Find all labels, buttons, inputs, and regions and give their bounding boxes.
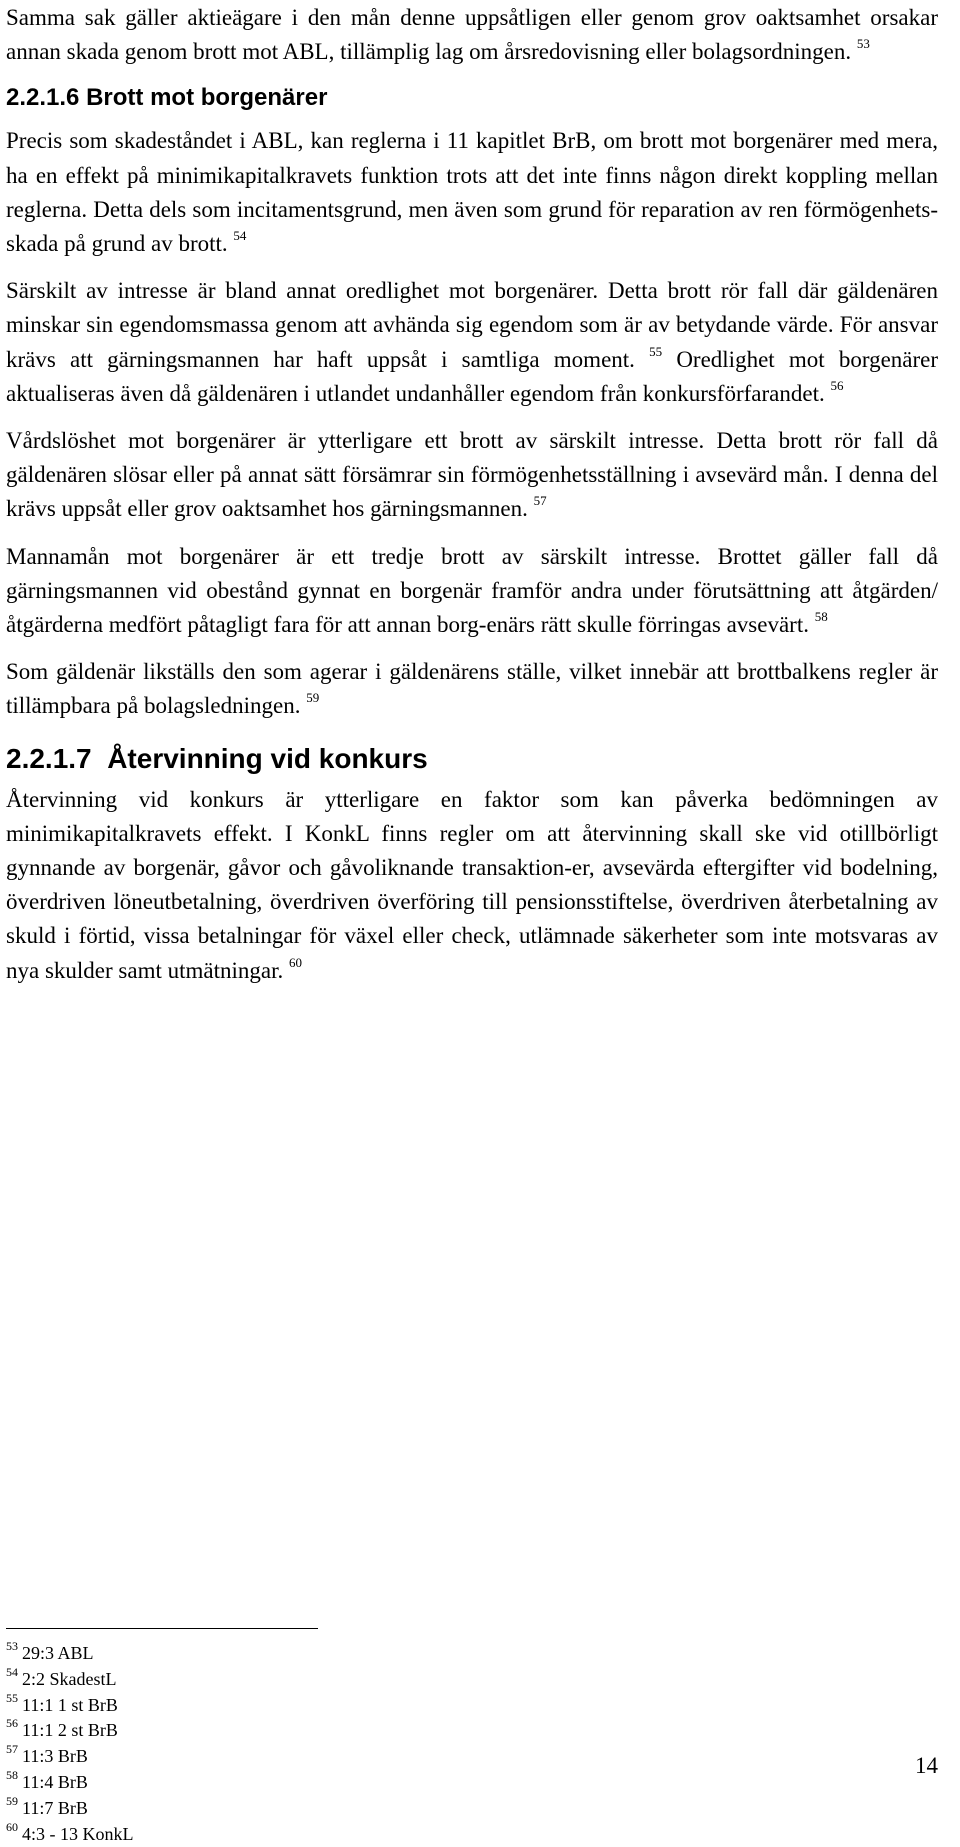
paragraph-oredlighet [6,274,938,411]
footnote-ref-60[interactable]: 60 [288,954,302,970]
footnote-text: 2:2 SkadestL [22,1668,117,1689]
section-title: Brott mot borgenärer [86,84,328,112]
paragraph-vardsloshet [6,424,938,527]
paragraph-text: Vårdslöshet mot borgenärer är ytterligare ett brott av särskilt intresse. Detta brott rör fall då gäldenären slösar eller på annat sätt försämrar sin förmögenhetsställning i avsevärd mån. I denna del krävs uppsåt eller grov oaktsamhet hos gärningsmannen. [6,428,938,522]
section-heading-2-2-1-7 [6,741,938,777]
footnote-item [6,1793,134,1822]
footnote-ref-55[interactable]: 55 [649,343,663,359]
paragraph-atervinning [6,783,938,988]
footnote-item [6,1664,134,1693]
footnote-text: 29:3 ABL [22,1643,94,1663]
footnote-number: 54 [6,1664,18,1679]
footnote-item [6,1767,134,1796]
footnote-number: 56 [6,1716,18,1731]
section-number: 2.2.1.6 [6,84,80,112]
footnote-text: 4:3 - 13 KonkL [22,1823,134,1844]
footnote-item [6,1690,134,1719]
footnote-number: 59 [6,1793,18,1808]
footnote-separator [6,1628,318,1629]
footnote-item [6,1641,134,1667]
footnote-ref-56[interactable]: 56 [830,377,844,393]
paragraph-text: Som gäldenär likställs den som agerar i gäldenärens ställe, vilket innebär att brottbalkens regler är tillämpbara på bolagsledningen. [6,659,938,719]
footnote-number: 57 [6,1742,18,1757]
footnote-text: 11:3 BrB [22,1746,88,1767]
paragraph-aktieagare [6,1,938,69]
footnote-text: 11:1 2 st BrB [22,1720,118,1741]
paragraph-galdenar [6,655,938,723]
footnote-number: 53 [6,1639,18,1653]
section-title: Återvinning vid konkurs [107,742,428,774]
footnote-number: 60 [6,1819,18,1834]
footnote-list [6,1641,134,1847]
paragraph-text: Precis som skadeståndet i ABL, kan reglerna i 11 kapitlet BrB, om brott mot borgenärer med mera, ha en effekt på minimikapitalkravets funktion trots att det inte finns någon direkt koppling mellan reglerna. Detta dels som incitamentsgrund, men även som grund för reparation av ren förmögenhets-skada på grund av brott. [6,128,938,257]
paragraph-brott-intro [6,124,938,261]
footnote-item [6,1718,134,1744]
footnote-ref-59[interactable]: 59 [306,690,320,706]
page-number: 14 [915,1753,938,1778]
footnote-text: 11:4 BrB [22,1771,88,1792]
footnote-ref-57[interactable]: 57 [533,493,547,509]
section-heading-2-2-1-6 [6,82,938,114]
footnote-text: 11:7 BrB [22,1797,88,1818]
paragraph-mannaman [6,540,938,643]
paragraph-text: Särskilt av intresse är bland annat oredlighet mot borgenärer. Detta brott rör fall där gäldenären minskar sin egendomsmassa genom att avhända sig egendom som är av betydande värde. För ansvar krävs att gärningsmannen har haft uppsåt i samtliga moment. [6,278,938,372]
footnote-number: 55 [6,1690,18,1705]
paragraph-text: Återvinning vid konkurs är ytterligare en faktor som kan påverka bedömningen av minimikapitalkravets effekt. I KonkL finns regler om att återvinning skall ske vid otillbörligt gynnande av borgenär, gåvor och gåvoliknande transaktion-er, avsevärda eftergifter vid bodelning, överdriven löneutbetalning, överdriven överföring till pensionsstiftelse, överdriven återbetalning av skuld i förtid, vissa betalningar för växel eller check, utlämnade säkerheter som inte motsvaras av nya skulder samt utmätningar. [6,786,938,983]
section-number: 2.2.1.7 [6,742,92,774]
footnote-ref-53[interactable]: 53 [856,36,870,52]
footnote-ref-54[interactable]: 54 [233,228,247,244]
document-page [6,0,939,1844]
footnote-number: 58 [6,1767,18,1782]
footnote-item [6,1819,134,1847]
footnote-text: 11:1 1 st BrB [22,1694,118,1715]
footnote-ref-58[interactable]: 58 [814,609,828,625]
footnote-item [6,1744,134,1770]
paragraph-text: Mannamån mot borgenärer är ett tredje brott av särskilt intresse. Brottet gäller fall då gärningsmannen vid obestånd gynnat en borgenär framför andra under förutsättning att åtgärden/åtgärderna medfört påtagligt fara för att annan borg-enärs rätt skulle förringas avsevärt. [6,543,938,638]
paragraph-text: Oredlighet mot borgenärer aktualiseras även då gäldenären i utlandet undanhåller egendom från konkursförfarandet. [6,346,939,406]
paragraph-text: Samma sak gäller aktieägare i den mån denne uppsåtligen eller genom grov oaktsamhet orsakar annan skada genom brott mot ABL, tillämplig lag om årsredovisning eller bolagsordningen. [6,5,938,65]
